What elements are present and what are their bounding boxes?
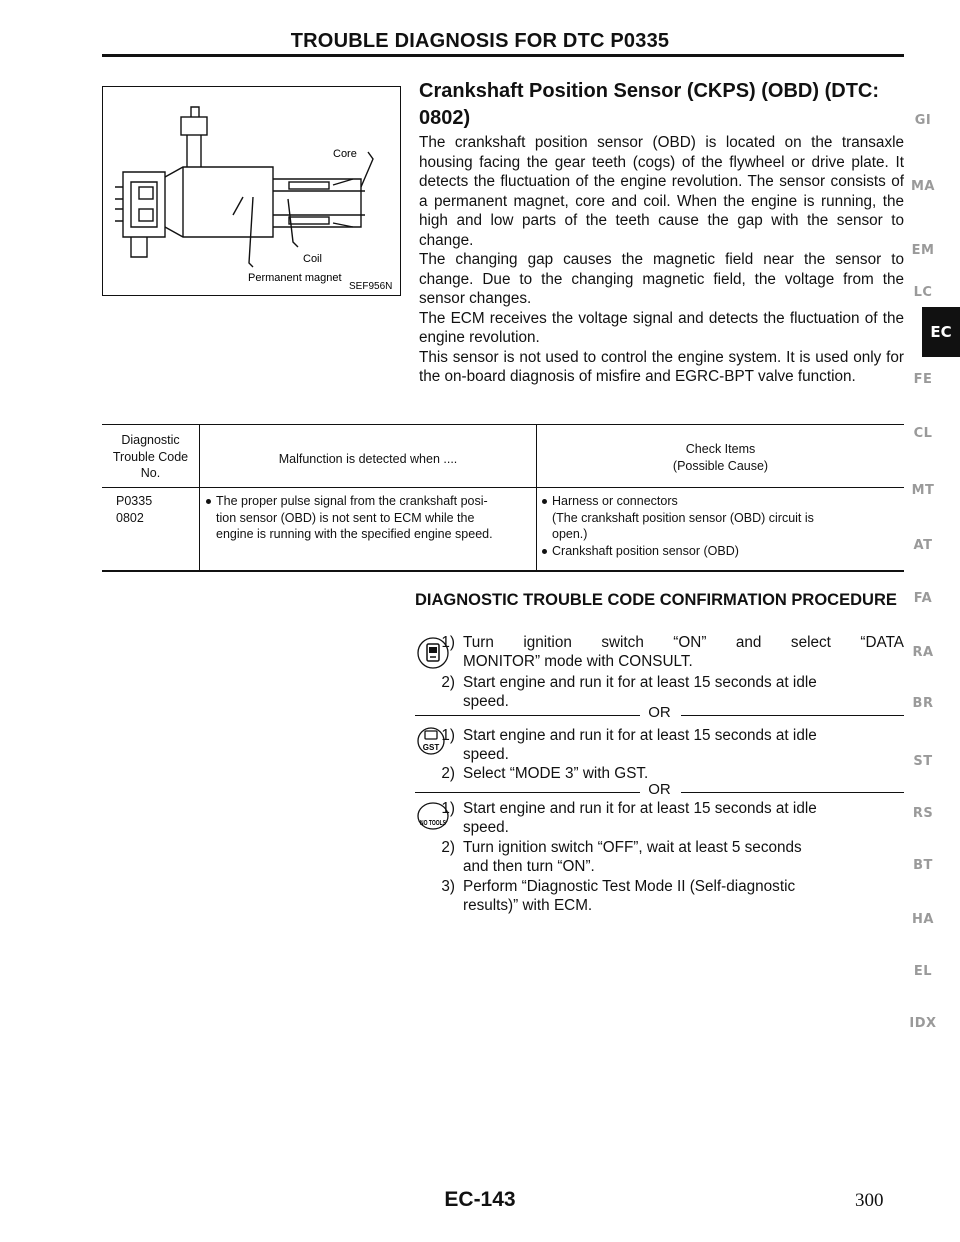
body-paragraph: The ECM receives the voltage signal and detects the fluctuation of the engine revolution. xyxy=(419,309,904,346)
header-rule xyxy=(102,54,904,57)
page-title: TROUBLE DIAGNOSIS FOR DTC P0335 xyxy=(290,30,670,52)
consult-step-1: 1) Turn ignition switch “ON” and select “DATA MONITOR” mode with CONSULT. xyxy=(441,634,904,670)
nools-step-3: 3) Perform “Diagnostic Test Mode II (Self-diagnostic results)” with ECM. xyxy=(441,878,796,914)
page-code: EC-143 xyxy=(444,1188,516,1211)
or-divider xyxy=(415,706,904,722)
tab-el[interactable]: EL xyxy=(913,964,933,979)
tab-lc[interactable]: LC xyxy=(913,285,933,300)
body-paragraph: The changing gap causes the magnetic field near the sensor to change. Due to the changing magnetic field, the voltage from the sensor changes. xyxy=(419,251,904,307)
bullet xyxy=(206,499,211,504)
header-check-items: Check Items (Possible Cause) xyxy=(672,442,769,473)
table-top-rule xyxy=(102,424,904,425)
page-number: 300 xyxy=(855,1190,884,1211)
header-dtc-no: Diagnostic Trouble Code No. xyxy=(112,433,189,480)
tab-fa[interactable]: FA xyxy=(913,591,933,606)
tab-st[interactable]: ST xyxy=(913,754,933,769)
svg-text:NO TOOLS: NO TOOLS xyxy=(420,818,446,827)
figure-code: SEF956N xyxy=(349,281,393,292)
table-bottom-rule xyxy=(102,570,904,572)
or-line xyxy=(681,792,904,793)
tab-bt[interactable]: BT xyxy=(913,858,933,873)
crankshaft-sensor-diagram xyxy=(103,87,400,295)
section-body xyxy=(419,133,904,387)
tab-at[interactable]: AT xyxy=(913,538,933,553)
cell-malfunction: The proper pulse signal from the crankshaft posi- tion sensor (OBD) is not sent to ECM while the engine is running with the specified engine speed. xyxy=(206,493,493,543)
bullet xyxy=(542,499,547,504)
table-header-rule xyxy=(102,487,904,488)
nools-step-1: 1) Start engine and run it for at least 15 seconds at idle speed. xyxy=(441,800,817,836)
body-paragraph: This sensor is not used to control the engine system. It is used only for the on-board diagnosis of misfire and EGRC-BPT valve function. xyxy=(419,348,904,385)
procedure-heading: DIAGNOSTIC TROUBLE CODE CONFIRMATION PROCEDURE xyxy=(415,591,897,609)
label-core: Core xyxy=(333,148,357,160)
tab-em[interactable]: EM xyxy=(911,243,935,258)
tab-fe[interactable]: FE xyxy=(913,372,933,387)
nools-step-2: 2) Turn ignition switch “OFF”, wait at least 5 seconds and then turn “ON”. xyxy=(441,839,802,875)
cell-check-items: Harness or connectors (The crankshaft position sensor (OBD) circuit is open.) Crankshaft position sensor (OBD) xyxy=(542,493,814,559)
tab-ma[interactable]: MA xyxy=(911,179,935,194)
dtc-table xyxy=(102,424,904,571)
svg-text:GST: GST xyxy=(422,743,440,752)
tab-rs[interactable]: RS xyxy=(912,806,934,821)
consult-step-2: 2) Start engine and run it for at least 15 seconds at idle speed. xyxy=(441,674,817,710)
or-divider xyxy=(415,783,904,799)
or-line xyxy=(681,715,904,716)
sensor-figure xyxy=(102,86,401,296)
bullet xyxy=(542,549,547,554)
tab-ha[interactable]: HA xyxy=(912,912,934,927)
tab-mt[interactable]: MT xyxy=(911,483,935,498)
tab-br[interactable]: BR xyxy=(912,696,934,711)
body-paragraph: The crankshaft position sensor (OBD) is located on the transaxle housing facing the gear teeth (cogs) of the flywheel or drive plate. It detects the fluctuation of the engine revolution. The sensor consists of a permanent magnet, core and coil. When the engine is running, the high and low parts of the teeth cause the gap with the sensor to change. xyxy=(419,134,904,249)
tab-cl[interactable]: CL xyxy=(913,426,933,441)
header-malfunction: Malfunction is detected when .... xyxy=(278,452,458,466)
section-heading: Crankshaft Position Sensor (CKPS) (OBD) (DTC: 0802) xyxy=(419,80,880,129)
gst-step-2: 2) Select “MODE 3” with GST. xyxy=(441,765,649,782)
tab-ra[interactable]: RA xyxy=(912,645,934,660)
gst-step-1: 1) Start engine and run it for at least 15 seconds at idle speed. xyxy=(441,727,817,763)
table-col-divider xyxy=(199,424,200,571)
label-permanent-magnet: Permanent magnet xyxy=(248,272,342,284)
tab-ec[interactable]: EC xyxy=(922,307,960,357)
cell-dtc-codes: P0335 0802 xyxy=(116,494,153,525)
or-label: OR xyxy=(648,704,671,721)
label-coil: Coil xyxy=(303,253,322,265)
or-label: OR xyxy=(648,781,671,798)
tab-gi[interactable]: GI xyxy=(914,113,932,128)
tab-idx[interactable]: IDX xyxy=(909,1016,937,1031)
